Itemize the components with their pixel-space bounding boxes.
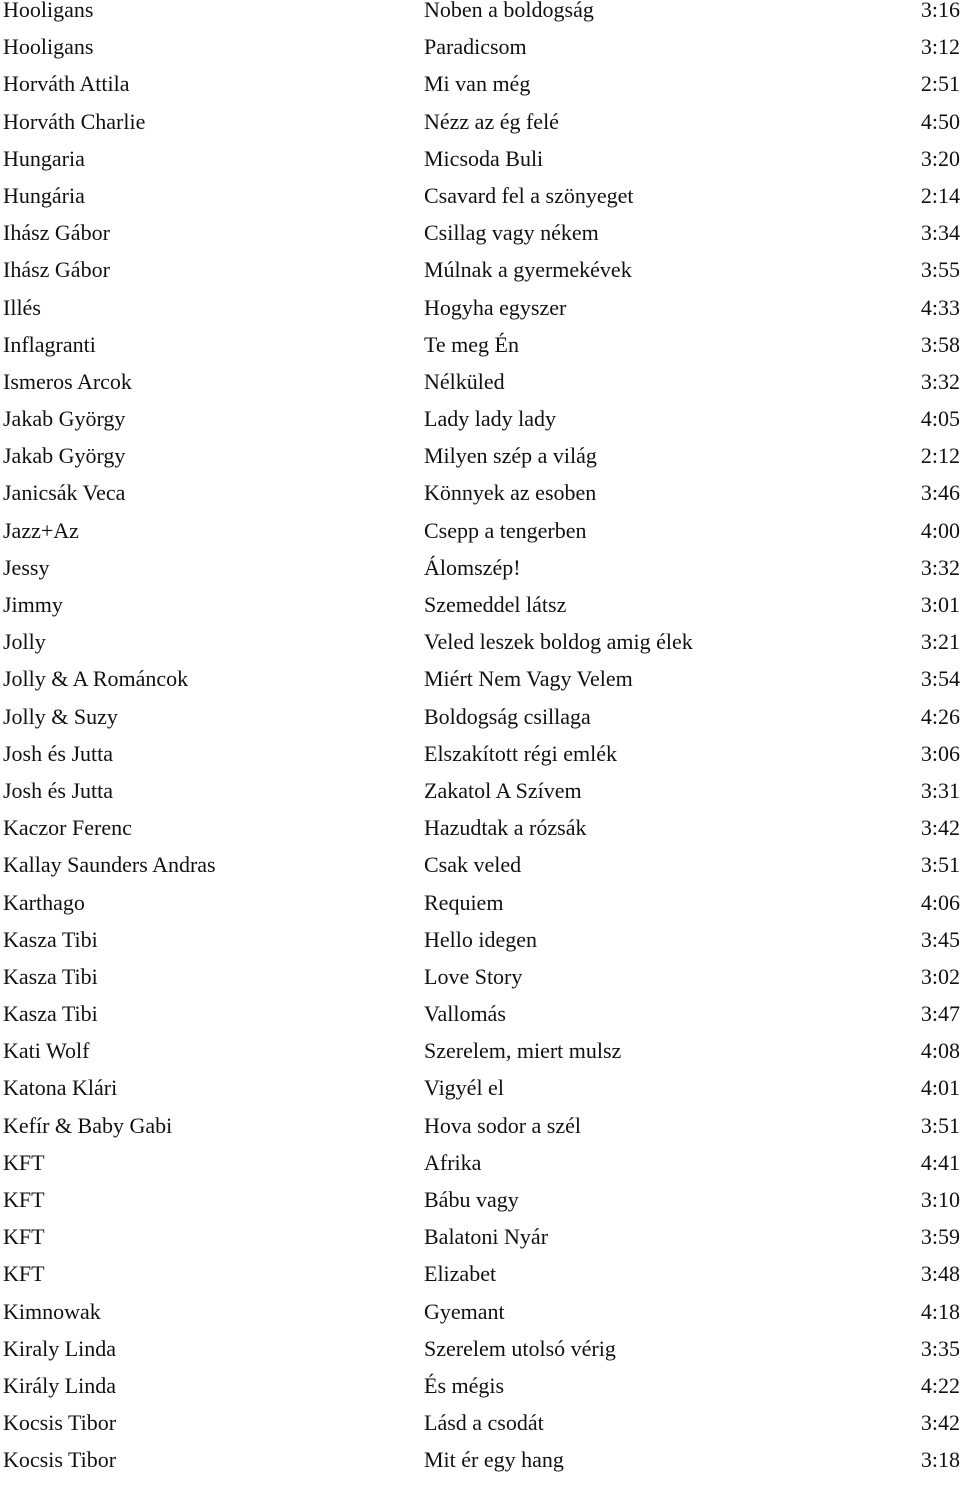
song-title: Nélküled — [424, 368, 505, 394]
song-row — [0, 331, 960, 372]
song-title: Veled leszek boldog amig élek — [424, 629, 693, 655]
song-duration: 2:12 — [920, 443, 960, 469]
song-duration: 3:20 — [920, 145, 960, 171]
artist-name: Jakab György — [3, 443, 126, 469]
song-duration: 4:50 — [920, 108, 960, 134]
song-row — [0, 703, 960, 744]
song-duration: 4:18 — [920, 1298, 960, 1324]
song-title: Hello idegen — [424, 926, 538, 952]
song-title: Csavard fel a szönyeget — [424, 182, 634, 208]
song-duration: 3:51 — [920, 852, 960, 878]
song-duration: 4:26 — [920, 703, 960, 729]
song-duration: 3:21 — [920, 629, 960, 655]
artist-name: Kimnowak — [3, 1298, 101, 1324]
song-title: Boldogság csillaga — [424, 703, 591, 729]
song-duration: 3:42 — [920, 1410, 960, 1436]
song-row — [0, 517, 960, 558]
song-title: Miért Nem Vagy Velem — [424, 666, 633, 692]
song-title: Milyen szép a világ — [424, 443, 597, 469]
artist-name: Illés — [3, 294, 41, 320]
song-row — [0, 368, 960, 409]
artist-name: Kaczor Ferenc — [3, 815, 132, 841]
song-row — [0, 1410, 960, 1450]
song-row — [0, 220, 960, 260]
artist-name: Katona Klári — [3, 1075, 118, 1101]
artist-name: KFT — [3, 1224, 45, 1250]
song-row — [0, 666, 960, 706]
artist-name: Kefír & Baby Gabi — [3, 1112, 173, 1138]
song-title: Mi van még — [424, 71, 531, 97]
song-row — [0, 554, 960, 595]
song-duration: 3:48 — [920, 1261, 960, 1287]
song-row — [0, 963, 960, 1004]
song-duration: 4:01 — [920, 1075, 960, 1101]
song-title: Szerelem, miert mulsz — [424, 1038, 622, 1064]
song-row — [0, 257, 960, 297]
artist-name: Ihász Gábor — [3, 257, 110, 283]
song-title: Requiem — [424, 889, 504, 915]
artist-name: Kocsis Tibor — [3, 1410, 117, 1436]
song-duration: 3:59 — [920, 1224, 960, 1250]
song-row — [0, 182, 960, 223]
song-duration: 3:35 — [920, 1335, 960, 1361]
song-title: Mit ér egy hang — [424, 1447, 564, 1473]
song-row — [0, 294, 960, 335]
song-duration: 3:01 — [920, 592, 960, 617]
artist-name: Jolly & Suzy — [3, 703, 118, 729]
artist-name: Karthago — [3, 889, 85, 915]
song-row — [0, 777, 960, 818]
song-row — [0, 1298, 960, 1339]
song-row — [0, 1112, 960, 1153]
song-row — [0, 406, 960, 446]
artist-name: Inflagranti — [3, 331, 96, 357]
song-title: Te meg Én — [424, 331, 519, 357]
song-duration: 3:18 — [920, 1447, 960, 1473]
song-title: Lásd a csodát — [424, 1410, 544, 1436]
song-duration: 3:32 — [920, 368, 960, 394]
song-duration: 3:54 — [920, 666, 960, 692]
artist-name: Kocsis Tibor — [3, 1447, 117, 1473]
artist-name: Hooligans — [3, 34, 94, 60]
song-row — [0, 108, 960, 149]
song-title: Szerelem utolsó vérig — [424, 1335, 616, 1361]
artist-name: Ismeros Arcok — [3, 368, 132, 394]
song-duration: 3:34 — [920, 220, 960, 246]
artist-name: Jakab György — [3, 406, 126, 432]
song-duration: 3:12 — [920, 34, 960, 60]
song-duration: 3:02 — [920, 963, 960, 989]
song-row — [0, 1075, 960, 1115]
song-row — [0, 1335, 960, 1376]
artist-name: Janicsák Veca — [3, 480, 126, 506]
song-duration: 4:05 — [920, 406, 960, 432]
song-title: Paradicsom — [424, 34, 527, 60]
song-duration: 2:14 — [920, 182, 960, 208]
song-row — [0, 145, 960, 186]
song-title: Könnyek az esoben — [424, 480, 597, 506]
song-title: Micsoda Buli — [424, 145, 544, 171]
song-title: Álomszép! — [424, 554, 521, 580]
artist-name: Kallay Saunders Andras — [3, 852, 216, 878]
song-row — [0, 1261, 960, 1301]
artist-name: Jolly & A Románcok — [3, 666, 189, 692]
song-title: Vigyél el — [424, 1075, 504, 1101]
song-title: Afrika — [424, 1149, 482, 1175]
song-title: Balatoni Nyár — [424, 1224, 549, 1250]
artist-name: KFT — [3, 1187, 45, 1212]
artist-name: Horváth Charlie — [3, 108, 146, 134]
song-row — [0, 592, 960, 632]
song-duration: 4:33 — [920, 294, 960, 320]
song-title: Szemeddel látsz — [424, 592, 567, 617]
song-title: Nézz az ég felé — [424, 108, 559, 134]
song-title: Elizabet — [424, 1261, 497, 1287]
artist-name: Jazz+Az — [3, 517, 79, 543]
song-duration: 4:22 — [920, 1372, 960, 1398]
song-title: Vallomás — [424, 1001, 506, 1027]
song-title: Csillag vagy nékem — [424, 220, 599, 246]
artist-name: Kasza Tibi — [3, 963, 98, 989]
song-title: Csak veled — [424, 852, 522, 878]
song-duration: 3:42 — [920, 815, 960, 841]
song-duration: 3:51 — [920, 1112, 960, 1138]
song-row — [0, 1447, 960, 1487]
song-duration: 3:16 — [920, 0, 960, 22]
song-duration: 3:46 — [920, 480, 960, 506]
song-title: Csepp a tengerben — [424, 517, 587, 543]
song-duration: 4:08 — [920, 1038, 960, 1064]
song-duration: 3:06 — [920, 740, 960, 766]
song-row — [0, 1001, 960, 1041]
song-row — [0, 1038, 960, 1078]
song-duration: 2:51 — [920, 71, 960, 97]
song-row — [0, 889, 960, 930]
song-title: Elszakított régi emlék — [424, 740, 618, 766]
artist-name: Kiraly Linda — [3, 1335, 117, 1361]
artist-name: Kasza Tibi — [3, 926, 98, 952]
song-row — [0, 852, 960, 892]
song-title: Lady lady lady — [424, 406, 556, 432]
artist-name: Josh és Jutta — [3, 740, 113, 766]
song-title: Hazudtak a rózsák — [424, 815, 587, 841]
song-duration: 3:47 — [920, 1001, 960, 1027]
song-row — [0, 629, 960, 669]
song-row — [0, 740, 960, 781]
artist-name: KFT — [3, 1149, 45, 1175]
song-title: Hogyha egyszer — [424, 294, 567, 320]
song-title: És mégis — [424, 1372, 505, 1398]
song-duration: 3:55 — [920, 257, 960, 283]
artist-name: Kati Wolf — [3, 1038, 90, 1064]
song-row — [0, 443, 960, 483]
artist-name: Jessy — [3, 554, 50, 580]
artist-name: Jimmy — [3, 592, 63, 617]
artist-name: Jolly — [3, 629, 46, 655]
artist-name: Király Linda — [3, 1372, 117, 1398]
song-title: Zakatol A Szívem — [424, 777, 582, 803]
song-title: Hova sodor a szél — [424, 1112, 582, 1138]
song-title: Noben a boldogság — [424, 0, 594, 22]
song-title: Múlnak a gyermekévek — [424, 257, 632, 283]
song-row — [0, 1187, 960, 1227]
song-row — [0, 71, 960, 111]
artist-name: KFT — [3, 1261, 45, 1287]
song-duration: 3:32 — [920, 554, 960, 580]
song-row — [0, 1372, 960, 1413]
song-duration: 4:06 — [920, 889, 960, 915]
artist-name: Kasza Tibi — [3, 1001, 98, 1027]
song-row — [0, 0, 960, 37]
song-duration: 3:45 — [920, 926, 960, 952]
song-duration: 3:10 — [920, 1187, 960, 1212]
artist-name: Josh és Jutta — [3, 777, 113, 803]
song-row — [0, 34, 960, 74]
song-title: Love Story — [424, 963, 523, 989]
artist-name: Hungaria — [3, 145, 85, 171]
song-title: Bábu vagy — [424, 1187, 519, 1212]
artist-name: Horváth Attila — [3, 71, 130, 97]
artist-name: Hooligans — [3, 0, 94, 22]
song-row — [0, 815, 960, 855]
song-duration: 4:41 — [920, 1149, 960, 1175]
song-row — [0, 480, 960, 520]
song-title: Gyemant — [424, 1298, 505, 1324]
song-duration: 3:58 — [920, 331, 960, 357]
song-duration: 3:31 — [920, 777, 960, 803]
song-duration: 4:00 — [920, 517, 960, 543]
song-row — [0, 926, 960, 967]
artist-name: Hungária — [3, 182, 85, 208]
song-row — [0, 1149, 960, 1190]
artist-name: Ihász Gábor — [3, 220, 110, 246]
song-row — [0, 1224, 960, 1264]
